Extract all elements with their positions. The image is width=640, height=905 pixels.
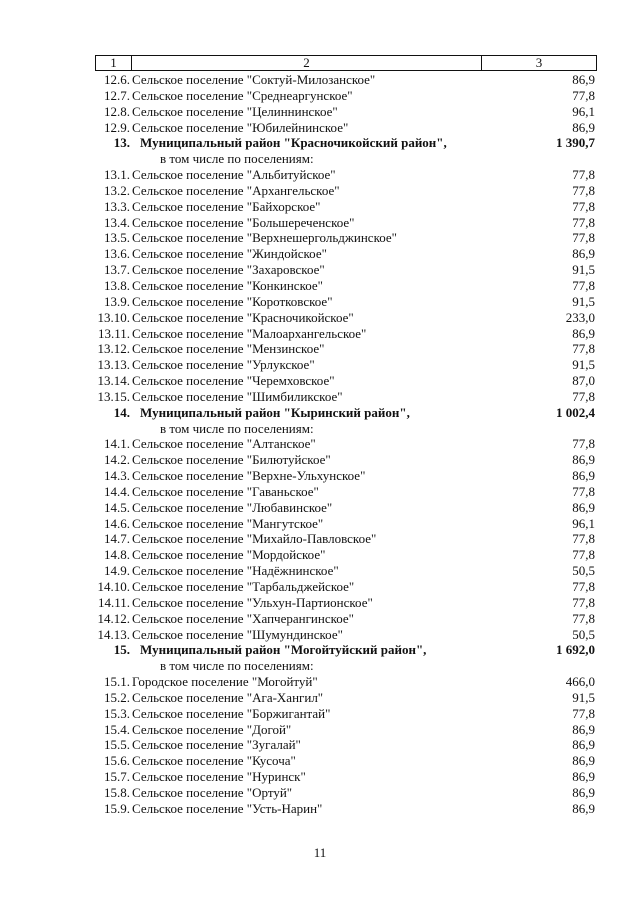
- row-number: 13.15.: [97, 388, 130, 404]
- row-number: 15.5.: [104, 737, 130, 753]
- row-value: 86,9: [572, 119, 595, 135]
- table-row: [95, 72, 597, 88]
- table-row: [95, 389, 597, 405]
- row-name: Сельское поселение "Верхне-Ульхунское": [132, 468, 366, 484]
- row-number: 14.5.: [104, 499, 130, 515]
- row-value: 86,9: [572, 468, 595, 484]
- table-row: [95, 278, 597, 294]
- header-col-1: 1: [96, 56, 132, 70]
- row-name: Сельское поселение "Ульхун-Партионское": [132, 594, 373, 610]
- row-value: 466,0: [565, 674, 595, 690]
- row-value: 77,8: [572, 341, 595, 357]
- row-number: 13.5.: [104, 230, 130, 246]
- row-name: Сельское поселение "Боржигантай": [132, 705, 331, 721]
- row-name: Муниципальный район "Красночикойский район",: [140, 135, 447, 151]
- row-value: 233,0: [565, 309, 595, 325]
- row-number: 15.4.: [104, 721, 130, 737]
- row-value: 1 692,0: [556, 642, 595, 658]
- table-row: [95, 341, 597, 357]
- row-name: Сельское поселение "Надёжнинское": [132, 563, 339, 579]
- row-number: 13.3.: [104, 198, 130, 214]
- district-row: [95, 135, 597, 151]
- row-value: 50,5: [572, 563, 595, 579]
- row-number: 12.9.: [104, 119, 130, 135]
- table-row: [95, 531, 597, 547]
- row-number: 12.8.: [104, 103, 130, 119]
- row-name: Сельское поселение "Архангельское": [132, 182, 340, 198]
- row-value: 86,9: [572, 721, 595, 737]
- row-name: Сельское поселение "Алтанское": [132, 436, 316, 452]
- row-name: Сельское поселение "Тарбальджейское": [132, 579, 355, 594]
- table-row: [95, 611, 597, 627]
- row-value: 77,8: [572, 547, 595, 563]
- table-row: [95, 373, 597, 389]
- row-name: в том числе по поселениям:: [160, 420, 314, 436]
- table-row: [95, 167, 597, 183]
- table-row: [95, 627, 597, 643]
- row-value: 86,9: [572, 499, 595, 515]
- row-name: Сельское поселение "Малоархангельское": [132, 325, 367, 341]
- row-number: 13.4.: [104, 214, 130, 230]
- row-number: 15.7.: [104, 769, 130, 785]
- row-number: 15.2.: [104, 689, 130, 705]
- row-value: 86,9: [572, 753, 595, 769]
- row-number: 14.10.: [97, 579, 130, 594]
- row-name: Сельское поселение "Кусоча": [132, 753, 296, 769]
- table-row: [95, 516, 597, 532]
- row-value: 91,5: [572, 357, 595, 373]
- subheading-row: [95, 421, 597, 437]
- row-number: 14.7.: [104, 531, 130, 547]
- table-row: [95, 801, 597, 817]
- row-value: 77,8: [572, 610, 595, 626]
- table-row: [95, 357, 597, 373]
- row-name: Сельское поселение "Ага-Хангил": [132, 689, 324, 705]
- row-number: 14.11.: [97, 594, 130, 610]
- row-value: 77,8: [572, 483, 595, 499]
- row-number: 14.4.: [104, 483, 130, 499]
- row-name: Сельское поселение "Мензинское": [132, 341, 325, 357]
- row-number: 15.6.: [104, 753, 130, 769]
- table-row: [95, 595, 597, 611]
- table-row: [95, 579, 597, 595]
- row-number: 15.8.: [104, 784, 130, 800]
- row-name: Сельское поселение "Черемховское": [132, 373, 335, 389]
- table-row: [95, 326, 597, 342]
- table-row: [95, 753, 597, 769]
- table-row: [95, 785, 597, 801]
- row-name: Сельское поселение "Нуринск": [132, 769, 306, 785]
- row-name: Сельское поселение "Большереченское": [132, 214, 355, 230]
- row-value: 77,8: [572, 214, 595, 230]
- row-number: 13.14.: [97, 373, 130, 389]
- row-number: 14.13.: [97, 626, 130, 642]
- row-name: Сельское поселение "Шумундинское": [132, 626, 343, 642]
- row-name: Сельское поселение "Среднеаргунское": [132, 87, 353, 103]
- row-number: 13.10.: [97, 309, 130, 325]
- table-row: [95, 436, 597, 452]
- row-value: 77,8: [572, 230, 595, 246]
- row-number: 15.: [113, 642, 130, 658]
- row-name: Сельское поселение "Любавинское": [132, 499, 333, 515]
- table-header: [95, 55, 597, 71]
- row-name: Сельское поселение "Жиндойское": [132, 246, 327, 262]
- row-number: 13.9.: [104, 293, 130, 309]
- row-number: 12.7.: [104, 87, 130, 103]
- row-number: 14.6.: [104, 515, 130, 531]
- row-value: 96,1: [572, 103, 595, 119]
- table-row: [95, 199, 597, 215]
- table-row: [95, 88, 597, 104]
- table-row: [95, 769, 597, 785]
- row-name: Сельское поселение "Конкинское": [132, 277, 323, 293]
- row-value: 1 002,4: [556, 404, 595, 420]
- row-number: 14.8.: [104, 547, 130, 563]
- table-row: [95, 230, 597, 246]
- table-row: [95, 468, 597, 484]
- header-col-2: 2: [132, 56, 482, 70]
- row-name: Муниципальный район "Кыринский район",: [140, 404, 410, 420]
- row-value: 86,9: [572, 737, 595, 753]
- table-row: [95, 104, 597, 120]
- row-value: 87,0: [572, 373, 595, 389]
- table-row: [95, 294, 597, 310]
- page-number: 11: [313, 845, 327, 860]
- row-value: 77,8: [572, 198, 595, 214]
- row-name: Городское поселение "Могойтуй": [132, 674, 318, 690]
- row-number: 15.3.: [104, 705, 130, 721]
- row-name: Сельское поселение "Коротковское": [132, 293, 333, 309]
- row-value: 86,9: [572, 246, 595, 262]
- table-row: [95, 674, 597, 690]
- row-value: 50,5: [572, 626, 595, 642]
- row-value: 91,5: [572, 262, 595, 278]
- row-number: 14.: [113, 404, 130, 420]
- table-row: [95, 706, 597, 722]
- row-value: 91,5: [572, 689, 595, 705]
- row-number: 13.6.: [104, 246, 130, 262]
- row-value: 77,8: [572, 87, 595, 103]
- row-number: 13.8.: [104, 277, 130, 293]
- row-value: 1 390,7: [556, 135, 595, 151]
- table-row: [95, 246, 597, 262]
- table-row: [95, 500, 597, 516]
- row-name: Сельское поселение "Юбилейнинское": [132, 119, 349, 135]
- row-name: Сельское поселение "Мангутское": [132, 515, 324, 531]
- row-value: 77,8: [572, 705, 595, 721]
- row-name: Сельское поселение "Ортуй": [132, 784, 293, 800]
- row-number: 14.3.: [104, 468, 130, 484]
- table-row: [95, 262, 597, 278]
- subheading-row: [95, 151, 597, 167]
- row-name: Сельское поселение "Михайло-Павловское": [132, 531, 377, 547]
- table-row: [95, 722, 597, 738]
- row-name: Сельское поселение "Красночикойское": [132, 309, 354, 325]
- row-value: 77,8: [572, 388, 595, 404]
- row-name: Сельское поселение "Захаровское": [132, 262, 325, 278]
- row-name: Сельское поселение "Мордойское": [132, 547, 326, 563]
- table-row: [95, 452, 597, 468]
- row-value: 86,9: [572, 769, 595, 785]
- row-value: 77,8: [572, 594, 595, 610]
- row-name: Сельское поселение "Целиннинское": [132, 103, 338, 119]
- row-value: 77,8: [572, 579, 595, 594]
- table-row: [95, 484, 597, 500]
- table-row: [95, 547, 597, 563]
- row-number: 14.9.: [104, 563, 130, 579]
- header-col-3: 3: [535, 55, 543, 70]
- row-name: Сельское поселение "Хапчерангинское": [132, 610, 354, 626]
- row-number: 13.1.: [104, 167, 130, 183]
- row-name: Сельское поселение "Байхорское": [132, 198, 321, 214]
- table-row: [95, 183, 597, 199]
- row-name: Сельское поселение "Усть-Нарин": [132, 800, 323, 816]
- row-number: 13.7.: [104, 262, 130, 278]
- row-number: 13.: [113, 135, 130, 151]
- row-value: 86,9: [572, 784, 595, 800]
- row-name: в том числе по поселениям:: [160, 151, 314, 167]
- row-value: 86,9: [572, 800, 595, 816]
- row-value: 91,5: [572, 293, 595, 309]
- table-body: [95, 72, 597, 817]
- row-value: 96,1: [572, 515, 595, 531]
- table-row: [95, 737, 597, 753]
- row-value: 86,9: [572, 72, 595, 87]
- row-name: Сельское поселение "Урлукское": [132, 357, 315, 373]
- table-row: [95, 563, 597, 579]
- row-value: 86,9: [572, 452, 595, 468]
- row-name: Сельское поселение "Верхнешергольджинское": [132, 230, 397, 246]
- row-number: 13.12.: [97, 341, 130, 357]
- row-number: 15.9.: [104, 800, 130, 816]
- row-name: Сельское поселение "Догой": [132, 721, 292, 737]
- table-row: [95, 215, 597, 231]
- row-value: 77,8: [572, 531, 595, 547]
- row-number: 13.13.: [97, 357, 130, 373]
- row-name: Сельское поселение "Гаваньское": [132, 483, 319, 499]
- district-row: [95, 642, 597, 658]
- subheading-row: [95, 658, 597, 674]
- row-number: 14.1.: [104, 436, 130, 452]
- row-number: 14.12.: [97, 610, 130, 626]
- row-name: Сельское поселение "Билютуйское": [132, 452, 331, 468]
- table-row: [95, 120, 597, 136]
- row-name: в том числе по поселениям:: [160, 658, 314, 674]
- row-name: Сельское поселение "Соктуй-Милозанское": [132, 72, 376, 87]
- row-value: 77,8: [572, 436, 595, 452]
- row-number: 13.11.: [97, 325, 130, 341]
- row-value: 77,8: [572, 167, 595, 183]
- row-number: 15.1.: [104, 674, 130, 690]
- row-name: Муниципальный район "Могойтуйский район",: [140, 642, 427, 658]
- table-row: [95, 310, 597, 326]
- row-number: 12.6.: [104, 72, 130, 87]
- district-row: [95, 405, 597, 421]
- row-value: 77,8: [572, 277, 595, 293]
- row-name: Сельское поселение "Альбитуйское": [132, 167, 336, 183]
- table-row: [95, 690, 597, 706]
- row-value: 86,9: [572, 325, 595, 341]
- row-number: 13.2.: [104, 182, 130, 198]
- row-value: 77,8: [572, 182, 595, 198]
- row-number: 14.2.: [104, 452, 130, 468]
- row-name: Сельское поселение "Зугалай": [132, 737, 301, 753]
- row-name: Сельское поселение "Шимбиликское": [132, 388, 343, 404]
